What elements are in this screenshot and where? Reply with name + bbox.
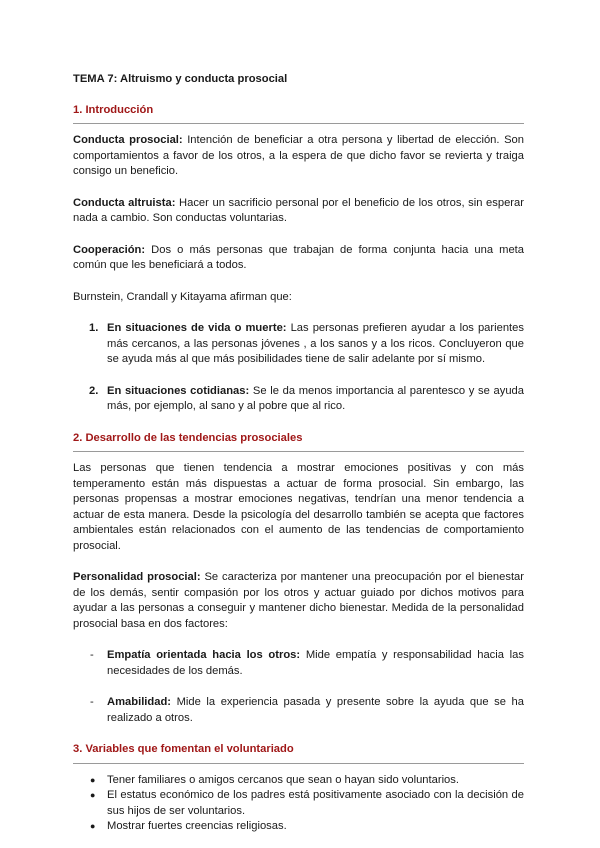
bullet-icon: ●	[90, 821, 96, 831]
section-heading-1: 1. Introducción	[73, 103, 154, 116]
definition-term: Cooperación:	[73, 243, 146, 256]
list-item-term: En situaciones cotidianas:	[107, 384, 250, 397]
definition-conducta-altruista	[73, 196, 524, 227]
list-item-term: Empatía orientada hacia los otros:	[107, 649, 301, 661]
list-marker: 1.	[89, 322, 99, 334]
document-title: TEMA 7: Altruismo y conducta prosocial	[73, 73, 288, 85]
section-heading-3: 3. Variables que fomentan el voluntariado	[73, 743, 294, 755]
definition-conducta-prosocial	[73, 133, 524, 180]
section-divider-1	[73, 123, 524, 124]
definition-term: Personalidad prosocial:	[73, 571, 201, 583]
list-item	[73, 648, 524, 679]
list-item	[73, 819, 524, 835]
list-item-text: El estatus económico de los padres está positivamente asociado con la decisión de sus hijos de ser voluntarios.	[107, 789, 524, 817]
section-divider-3	[73, 763, 524, 764]
list-item-text: Mide la experiencia pasada y presente sobre la ayuda que se ha realizado a otros.	[107, 696, 524, 724]
definition-term: Conducta altruista:	[73, 196, 176, 209]
list-item-text: Se le da menos importancia al parentesco y se ayuda más, por ejemplo, al sano y al pobre que al rico.	[107, 384, 525, 412]
definition-personalidad-prosocial	[73, 570, 524, 632]
list-item-text: Tener familiares o amigos cercanos que sean o hayan sido voluntarios.	[107, 773, 459, 786]
section-divider-2	[73, 451, 524, 452]
list-item-term: Amabilidad:	[107, 696, 172, 708]
definition-text: Hacer un sacrificio personal por el beneficio de los otros, sin esperar nada a cambio. Son conductas voluntarias.	[73, 196, 524, 224]
definition-term: Conducta prosocial:	[73, 134, 183, 146]
section-heading-2: 2. Desarrollo de las tendencias prosociales	[73, 431, 303, 444]
numbered-list	[73, 321, 524, 415]
bullet-icon: ●	[90, 774, 96, 785]
list-item-text: Mide empatía y responsabilidad hacia las necesidades de los demás.	[107, 649, 524, 677]
list-marker: -	[90, 696, 94, 708]
bullet-icon: ●	[90, 790, 96, 800]
list-marker: -	[90, 649, 94, 661]
list-item	[73, 695, 524, 726]
development-paragraph: Las personas que tienen tendencia a mostrar emociones positivas y con más temperamento están más dispuestas a actuar de forma prosocial. Sin embargo, las personas propensas a mostrar emociones negativas, tendrían una menor tendencia a actuar de esta manera. Desde la psicología del desarrollo también se acepta que factores ambientales están relacionados con el aumento de las tendencias de comportamiento prosocial.	[73, 462, 524, 552]
definition-text: Intención de beneficiar a otra persona y libertad de elección. Son comportamientos a favor de los otros, a la espera de que dicho favor se revierta y traiga consigo un beneficio.	[73, 134, 524, 177]
list-item	[73, 321, 524, 368]
list-item	[73, 773, 524, 789]
list-item-term: En situaciones de vida o muerte:	[107, 322, 287, 334]
list-item	[73, 384, 524, 415]
intro-paragraph: Burnstein, Crandall y Kitayama afirman que:	[73, 290, 292, 303]
bullet-list	[73, 773, 524, 835]
list-item	[73, 788, 524, 819]
definition-cooperacion	[73, 243, 524, 274]
list-marker: 2.	[89, 384, 99, 397]
list-item-text: Las personas prefieren ayudar a los parientes más cercanos, a las personas jóvenes , a los sanos y a los ricos. Concluyeron que se ayuda más al que más posibilidades tiene de salir adelante por sí mismo.	[107, 322, 524, 365]
factors-list	[73, 648, 524, 726]
definition-text: Se caracteriza por mantener una preocupación por el bienestar de los demás, sentir compasión por los otros y actuar guiado por dichos motivos para ayudar a las personas a conseguir y mantener dicho bienestar. Medida de la personalidad prosocial basa en dos factores:	[73, 571, 525, 630]
list-item-text: Mostrar fuertes creencias religiosas.	[107, 820, 287, 832]
definition-text: Dos o más personas que trabajan de forma conjunta hacia una meta común que les beneficiará a todos.	[73, 243, 524, 271]
